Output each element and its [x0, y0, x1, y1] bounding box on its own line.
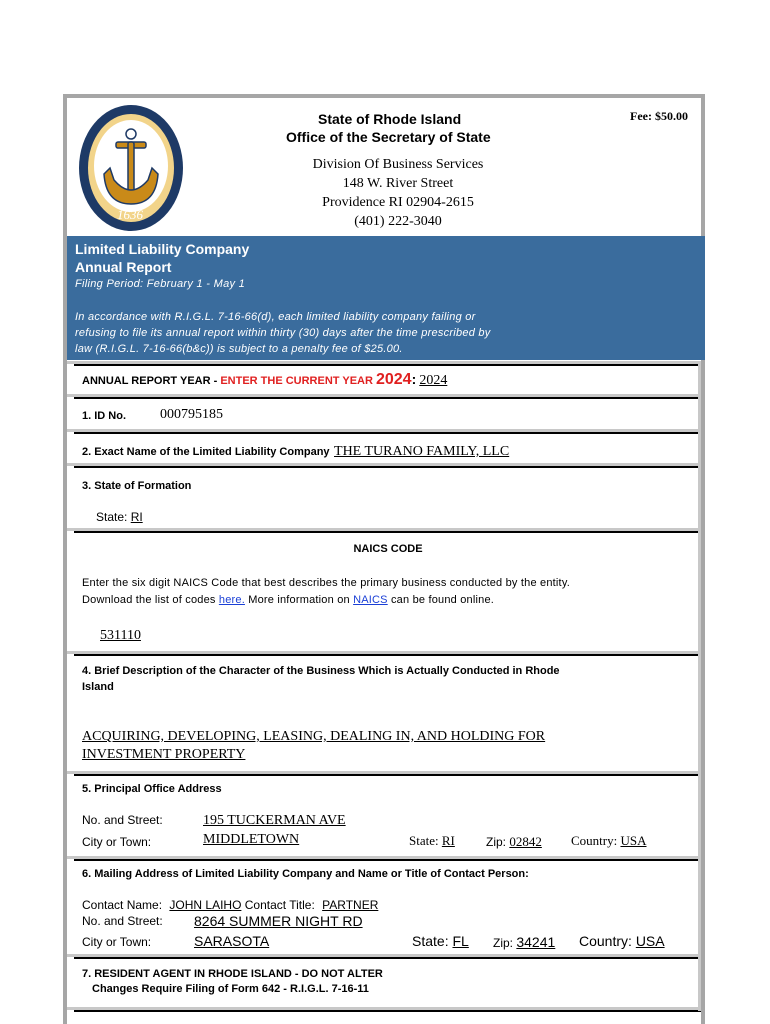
row-border — [74, 466, 701, 468]
principal-zip-label: Zip: — [486, 835, 507, 849]
mailing-zip-field — [493, 934, 555, 950]
mailing-street-value[interactable]: 8264 SUMMER NIGHT RD — [194, 913, 363, 929]
colon: : — [411, 371, 417, 387]
formation-state-label: State: — [96, 510, 128, 524]
contact-name-label: Contact Name: — [82, 898, 163, 912]
mailing-contact-field — [82, 898, 378, 912]
mailing-country-label: Country: — [579, 933, 632, 949]
banner-title-2: Annual Report — [75, 259, 172, 275]
principal-street-value[interactable]: 195 TUCKERMAN AVE — [203, 813, 346, 828]
description-value-line: ACQUIRING, DEVELOPING, LEASING, DEALING IN, AND HOLDING FOR — [82, 729, 546, 744]
mailing-street-label: No. and Street: — [82, 914, 163, 928]
formation-state-value[interactable]: RI — [130, 510, 143, 524]
notice-line: refusing to file its annual report within thirty (30) days after the time prescribed by — [75, 327, 491, 339]
row-border — [74, 1010, 701, 1012]
mailing-country-field — [579, 933, 665, 949]
office-title: Office of the Secretary of State — [286, 129, 491, 145]
mailing-state-field — [412, 933, 469, 949]
row-border — [74, 531, 701, 533]
description-label-line: 4. Brief Description of the Character of the Business Which is Actually Conducted in Rhode — [82, 665, 560, 677]
report-form — [63, 94, 705, 1024]
principal-country-label: Country: — [571, 833, 618, 848]
description-value[interactable] — [82, 728, 545, 764]
division-name: Division Of Business Services — [312, 157, 484, 172]
report-banner — [67, 236, 705, 360]
row-border — [74, 432, 701, 434]
mailing-country-value[interactable]: USA — [635, 933, 665, 949]
report-year-big: 2024 — [375, 371, 412, 388]
principal-street-label: No. and Street: — [82, 813, 163, 827]
naics-text: can be found online. — [387, 594, 495, 606]
principal-state-value[interactable]: RI — [441, 833, 455, 848]
naics-text: Download the list of codes — [82, 594, 219, 606]
report-year-label: ANNUAL REPORT YEAR - — [82, 375, 221, 387]
row-border — [74, 397, 701, 399]
company-name-value[interactable]: THE TURANO FAMILY, LLC — [334, 444, 510, 459]
row-border — [74, 654, 701, 656]
banner-title-1: Limited Liability Company — [75, 241, 250, 257]
id-value[interactable]: 000795185 — [160, 407, 223, 422]
naics-title: NAICS CODE — [353, 543, 423, 555]
row-border — [74, 364, 701, 366]
naics-info-link[interactable]: NAICS — [353, 594, 388, 606]
division-street: 148 W. River Street — [342, 176, 454, 191]
id-label: 1. ID No. — [82, 410, 127, 422]
mailing-zip-value[interactable]: 34241 — [516, 934, 556, 950]
mailing-label: 6. Mailing Address of Limited Liability Company and Name or Title of Contact Person: — [82, 868, 529, 880]
naics-instructions — [82, 575, 570, 609]
formation-label: 3. State of Formation — [82, 480, 192, 492]
notice-line: law (R.I.G.L. 7-16-66(b&c)) is subject to a penalty fee of $25.00. — [75, 343, 403, 355]
penalty-notice — [75, 309, 491, 357]
row-border — [74, 859, 701, 861]
mailing-state-value[interactable]: FL — [452, 933, 469, 949]
agent-label: 7. RESIDENT AGENT IN RHODE ISLAND - DO NOT ALTER — [82, 968, 383, 980]
principal-city-label: City or Town: — [82, 835, 152, 849]
report-year-value[interactable]: 2024 — [419, 373, 448, 388]
fee-label: Fee: $50.00 — [630, 109, 688, 123]
principal-label: 5. Principal Office Address — [82, 783, 222, 795]
codes-download-link[interactable]: here. — [218, 594, 245, 606]
notice-line: In accordance with R.I.G.L. 7-16-66(d), each limited liability company failing or — [75, 311, 476, 323]
naics-line: Enter the six digit NAICS Code that best describes the primary business conducted by the entity. — [82, 577, 570, 589]
report-year-instruction: ENTER THE CURRENT YEAR — [220, 375, 376, 387]
principal-state-label: State: — [409, 833, 439, 848]
contact-title-label: Contact Title: — [244, 898, 315, 912]
filing-period: Filing Period: February 1 - May 1 — [75, 278, 246, 290]
mailing-zip-label: Zip: — [493, 936, 514, 950]
mailing-city-label: City or Town: — [82, 935, 152, 949]
formation-state-field — [96, 510, 143, 524]
principal-state-field — [409, 833, 455, 849]
description-value-line: INVESTMENT PROPERTY — [82, 747, 246, 762]
report-year-field — [82, 371, 447, 389]
seal-year: 1636 — [117, 207, 143, 222]
row-border — [74, 774, 701, 776]
contact-name-value[interactable]: JOHN LAIHO — [169, 898, 242, 912]
principal-country-value[interactable]: USA — [620, 833, 647, 848]
division-city: Providence RI 02904-2615 — [322, 195, 474, 210]
principal-zip-value[interactable]: 02842 — [509, 834, 542, 849]
contact-title-value[interactable]: PARTNER — [322, 898, 379, 912]
company-name-field — [82, 442, 509, 460]
state-title: State of Rhode Island — [318, 111, 462, 127]
mailing-city-value[interactable]: SARASOTA — [194, 933, 270, 949]
principal-zip-field — [486, 834, 542, 850]
mailing-state-label: State: — [412, 933, 449, 949]
naics-line — [82, 592, 570, 609]
principal-city-value[interactable]: MIDDLETOWN — [203, 832, 300, 847]
description-label — [82, 663, 560, 695]
naics-text: More information on — [244, 594, 354, 606]
principal-country-field — [571, 833, 647, 849]
division-address — [67, 155, 729, 231]
form-right-edge — [698, 361, 701, 1011]
company-name-label: 2. Exact Name of the Limited Liability Company — [82, 446, 330, 458]
row-border — [74, 957, 701, 959]
naics-value[interactable]: 531110 — [100, 628, 141, 643]
description-label-line: Island — [82, 681, 114, 693]
division-phone: (401) 222-3040 — [354, 214, 442, 229]
agent-note: Changes Require Filing of Form 642 - R.I.G.L. 7-16-11 — [92, 983, 369, 995]
